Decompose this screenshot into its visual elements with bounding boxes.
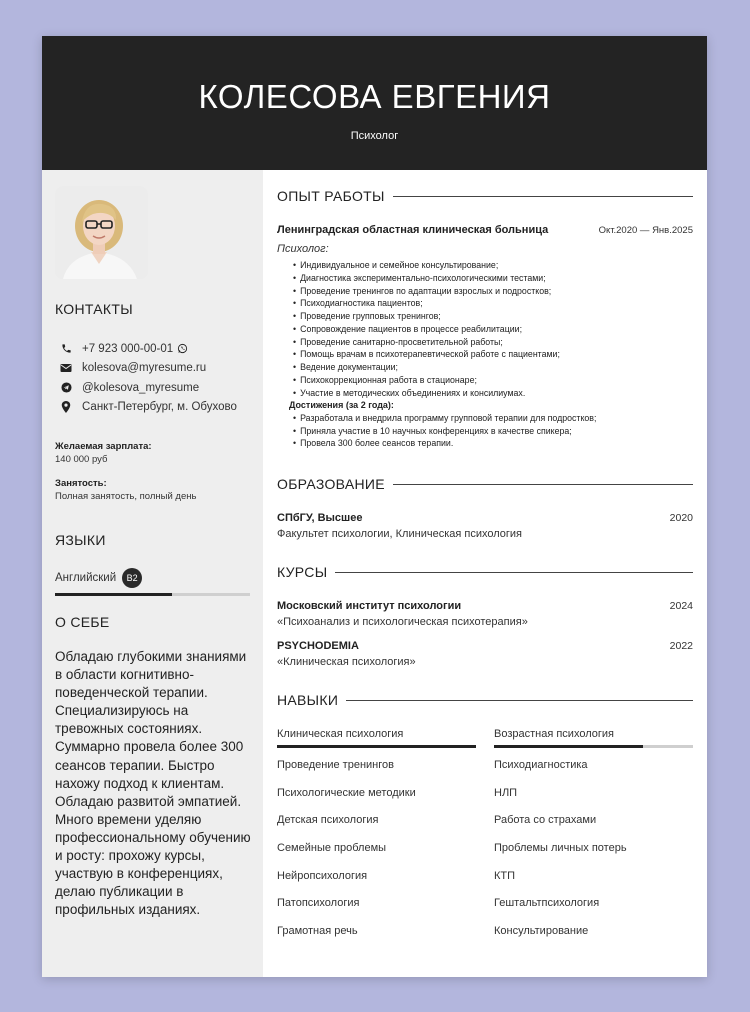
profile-photo bbox=[55, 186, 148, 279]
duty-item: • Участие в методических объединениях и консилиумах. bbox=[293, 387, 693, 400]
sidebar bbox=[42, 170, 263, 977]
skill-item: Патопсихология bbox=[277, 897, 360, 910]
salary-label: Желаемая зарплата: bbox=[55, 441, 152, 452]
education-title-text: ОБРАЗОВАНИЕ bbox=[277, 476, 385, 492]
rated-skill bbox=[494, 728, 693, 748]
achievement-item: • Приняла участие в 10 научных конференциях в качестве спикера; bbox=[293, 425, 693, 438]
salary-block bbox=[55, 441, 263, 465]
contact-phone[interactable] bbox=[55, 339, 263, 359]
telegram-icon bbox=[60, 382, 72, 394]
location-icon bbox=[60, 401, 72, 413]
about-title: О СЕБЕ bbox=[55, 614, 110, 630]
skill-item: Психологические методики bbox=[277, 786, 416, 799]
course-item bbox=[277, 600, 693, 628]
language-name: Английский bbox=[55, 572, 117, 584]
skill-item: Проблемы личных потерь bbox=[494, 842, 627, 855]
duty-item: • Сопровождение пациентов в процессе реабилитации; bbox=[293, 323, 693, 336]
duty-item: • Психокоррекционная работа в стационаре; bbox=[293, 374, 693, 387]
mail-icon bbox=[60, 362, 72, 374]
skill-item: КТП bbox=[494, 869, 516, 882]
duty-item: • Индивидуальное и семейное консультирование; bbox=[293, 259, 693, 272]
experience-title-text: ОПЫТ РАБОТЫ bbox=[277, 188, 385, 204]
job-position: Психолог: bbox=[277, 243, 329, 255]
achievement-item: • Разработала и внедрила программу групповой терапии для подростков; bbox=[293, 412, 693, 425]
skill-item: Проведение тренингов bbox=[277, 759, 394, 771]
skill-item: Семейные проблемы bbox=[277, 842, 387, 855]
portrait-image bbox=[55, 186, 148, 279]
contact-location-text: Санкт-Петербург, м. Обухово bbox=[82, 401, 237, 414]
candidate-name: КОЛЕСОВА ЕВГЕНИЯ bbox=[198, 78, 551, 115]
course-year: 2024 bbox=[669, 600, 693, 612]
skills-grid bbox=[277, 728, 693, 946]
education-section-title bbox=[277, 476, 693, 492]
duty-item: • Диагностика экспериментально-психологическими тестами; bbox=[293, 272, 693, 285]
job-dates: Окт.2020 — Янв.2025 bbox=[598, 225, 693, 236]
rated-skill-bar bbox=[277, 745, 476, 748]
contact-phone-text: +7 923 000-00-01 bbox=[82, 342, 174, 355]
contacts-list bbox=[55, 339, 263, 417]
skills-right-column bbox=[494, 752, 693, 946]
candidate-role: Психолог bbox=[350, 130, 399, 142]
language-level-fill bbox=[55, 593, 172, 596]
course-year: 2022 bbox=[669, 640, 693, 652]
rated-skill bbox=[277, 728, 476, 748]
achievements-list bbox=[277, 412, 693, 450]
education-detail: Факультет психологии, Клиническая психология bbox=[277, 528, 523, 540]
duty-item: • Проведение санитарно-просветительной работы; bbox=[293, 336, 693, 349]
employment-label: Занятость: bbox=[55, 478, 107, 489]
about-text: Обладаю глубокими знаниями в области когнитивно-поведенческой терапии. Специализируюсь на тревожных состояниях. Суммарно провела более 300 сеансов терапии. Быстро нахожу подход к клиентам. Обладаю развитой эмпатией. Много времени уделяю профессиональному обучению и росту: прохожу курсы, участвую в конференциях, делаю публикации в профильных изданиях. bbox=[55, 649, 251, 918]
main-content bbox=[263, 170, 707, 977]
skill-item: Нейропсихология bbox=[277, 869, 368, 882]
duty-item: • Проведение тренингов по адаптации взрослых и подростков; bbox=[293, 285, 693, 298]
contacts-title: КОНТАКТЫ bbox=[55, 301, 133, 317]
rated-skill-name: Возрастная психология bbox=[494, 728, 614, 740]
skill-item: Грамотная речь bbox=[277, 925, 358, 938]
education-school: СПбГУ, Высшее bbox=[277, 512, 363, 524]
skill-item: Детская психология bbox=[277, 814, 379, 827]
skill-item: Психодиагностика bbox=[494, 759, 588, 771]
contact-email[interactable] bbox=[55, 359, 263, 379]
job-duties-list bbox=[277, 259, 693, 399]
languages-title: ЯЗЫКИ bbox=[55, 532, 106, 548]
rated-skill-fill bbox=[277, 745, 476, 748]
duty-item: • Психодиагностика пациентов; bbox=[293, 297, 693, 310]
course-item bbox=[277, 640, 693, 668]
course-detail: «Психоанализ и психологическая психотерапия» bbox=[277, 616, 528, 628]
course-detail: «Клиническая психология» bbox=[277, 656, 416, 668]
rated-skill-name: Клиническая психология bbox=[277, 728, 404, 740]
skills-title-text: НАВЫКИ bbox=[277, 692, 339, 708]
language-item bbox=[55, 568, 263, 588]
skills-section-title bbox=[277, 692, 693, 708]
skill-item: НЛП bbox=[494, 786, 518, 799]
course-name: Московский институт психологии bbox=[277, 600, 462, 612]
whatsapp-icon bbox=[176, 343, 188, 355]
skill-item: Гештальтпсихология bbox=[494, 897, 600, 910]
course-name: PSYCHODEMIA bbox=[277, 640, 359, 652]
achievements-title: Достижения (за 2 года): bbox=[289, 400, 394, 411]
skills-left-column bbox=[277, 752, 476, 946]
experience-section-title bbox=[277, 188, 693, 204]
contact-telegram[interactable] bbox=[55, 378, 263, 398]
language-level-badge: B2 bbox=[122, 568, 142, 588]
salary-value: 140 000 руб bbox=[55, 454, 108, 465]
employment-block bbox=[55, 478, 263, 502]
duty-item: • Проведение групповых тренингов; bbox=[293, 310, 693, 323]
courses-title-text: КУРСЫ bbox=[277, 564, 328, 580]
duty-item: • Ведение документации; bbox=[293, 361, 693, 374]
phone-icon bbox=[60, 343, 72, 355]
rated-skill-fill bbox=[494, 745, 643, 748]
contact-telegram-text: @kolesova_myresume bbox=[82, 381, 200, 394]
achievement-item: • Провела 300 более сеансов терапии. bbox=[293, 437, 693, 450]
skill-item: Работа со страхами bbox=[494, 814, 597, 827]
rated-skill-bar bbox=[494, 745, 693, 748]
job-company: Ленинградская областная клиническая больница bbox=[277, 224, 549, 236]
education-item bbox=[277, 512, 693, 540]
contact-email-text: kolesova@myresume.ru bbox=[82, 362, 207, 375]
job-header bbox=[277, 224, 693, 236]
resume-page bbox=[42, 36, 707, 977]
language-level-bar bbox=[55, 593, 250, 596]
education-year: 2020 bbox=[669, 512, 693, 524]
duty-item: • Помощь врачам в психотерапевтической работе с пациентами; bbox=[293, 348, 693, 361]
resume-header bbox=[42, 36, 707, 170]
courses-section-title bbox=[277, 564, 693, 580]
contact-location bbox=[55, 398, 263, 418]
employment-value: Полная занятость, полный день bbox=[55, 491, 197, 502]
skill-item: Консультирование bbox=[494, 925, 589, 938]
